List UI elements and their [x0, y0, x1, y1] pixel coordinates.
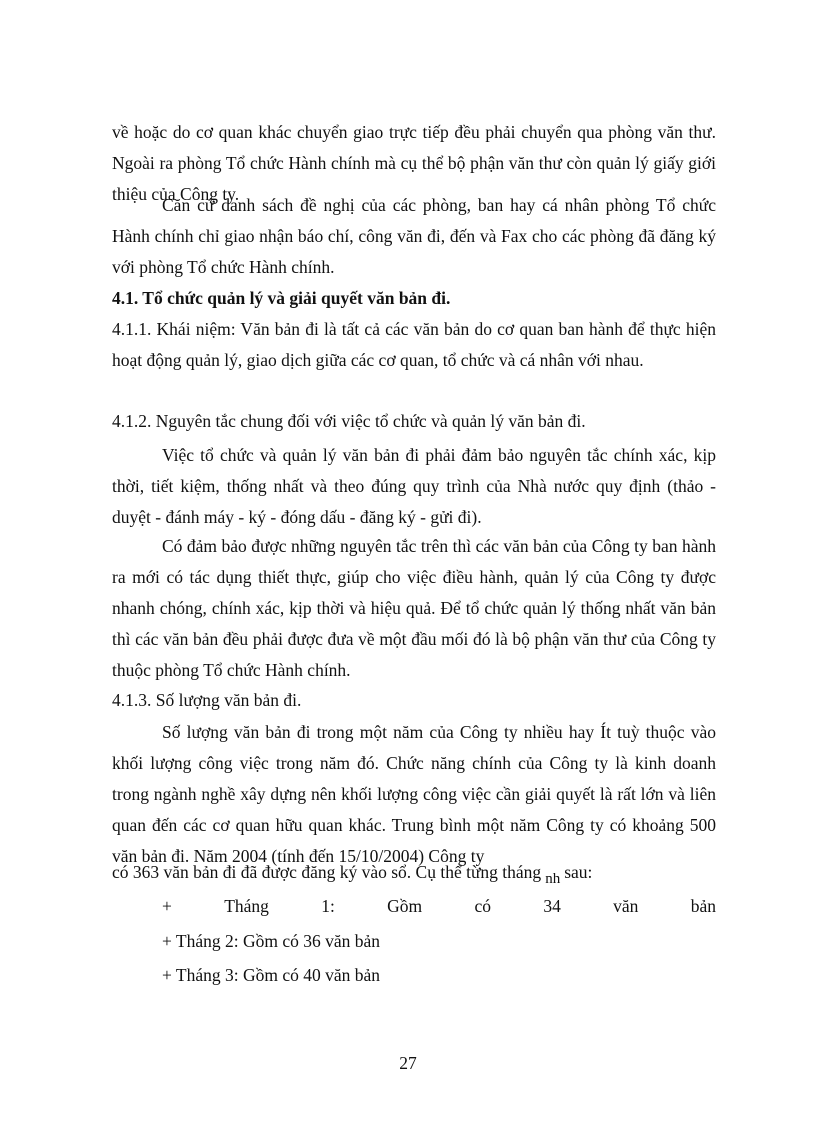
month1-plus: + — [162, 896, 172, 916]
month1-count: 34 — [543, 896, 561, 916]
paragraph-continuation: về hoặc do cơ quan khác chuyển giao trực tiếp đều phải chuyển qua phòng văn thư. Ngoài ra phòng Tổ chức Hành chính mà cụ thể bộ phận văn thư còn quản lý giấy giới thiệu của Công ty. — [112, 122, 716, 204]
month1-unit2: bản — [690, 896, 716, 916]
list-item-month-2: + Tháng 2: Gồm có 36 văn bản — [162, 931, 381, 951]
last-line-end: sau: — [564, 862, 593, 882]
list-item-month-1 — [162, 891, 716, 922]
subsection-heading-4-1-2: 4.1.2. Nguyên tắc chung đối với việc tổ chức và quản lý văn bản đi. — [112, 411, 586, 431]
paragraph-quantity: Số lượng văn bản đi trong một năm của Công ty nhiều hay Ít tuỳ thuộc vào khối lượng công việc trong năm đó. Chức năng chính của Công ty là kinh doanh trong ngành nghề xây dựng nên khối lượng công việc cần giải quyết là rất lớn và liên quan đến các cơ quan hữu quan khác. Trung bình một năm Công ty có khoảng 500 văn bản đi. Năm 2004 (tính đến 15/10/2004) Công ty — [112, 722, 716, 866]
last-line-text: có 363 văn bản đi đã được đăng ký vào sổ. Cụ thể từng tháng — [112, 862, 542, 882]
paragraph-quantity-last-line — [112, 857, 716, 890]
month1-unit1: văn — [613, 896, 639, 916]
month1-word: Tháng — [224, 896, 269, 916]
list-item-month-3: + Tháng 3: Gồm có 40 văn bản — [162, 965, 381, 985]
paragraph-definition: 4.1.1. Khái niệm: Văn bản đi là tất cả các văn bản do cơ quan ban hành để thực hiện hoạt động quản lý, giao dịch giữa các cơ quan, tổ chức và cá nhân với nhau. — [112, 319, 716, 370]
subsection-heading-4-1-3: 4.1.3. Số lượng văn bản đi. — [112, 690, 302, 710]
paragraph-distribution: Căn cứ danh sách đề nghị của các phòng, ban hay cá nhân phòng Tổ chức Hành chính chỉ giao nhận báo chí, công văn đi, đến và Fax cho các phòng đã đăng ký với phòng Tổ chức Hành chính. — [112, 195, 716, 277]
month1-verb: Gồm — [387, 896, 423, 916]
paragraph-effect: Có đảm bảo được những nguyên tắc trên thì các văn bản của Công ty ban hành ra mới có tác dụng thiết thực, giúp cho việc điều hành, quản lý của Công ty được nhanh chóng, chính xác, kịp thời và hiệu quả. Để tổ chức quản lý thống nhất văn bản thì các văn bản đều phải được đưa về một đầu mối đó là bộ phận văn thư của Công ty thuộc phòng Tổ chức Hành chính. — [112, 536, 716, 680]
section-heading-4-1: 4.1. Tổ chức quản lý và giải quyết văn bản đi. — [112, 288, 451, 308]
month1-co: có — [474, 896, 491, 916]
month1-number: 1: — [321, 896, 335, 916]
paragraph-principles: Việc tổ chức và quản lý văn bản đi phải đảm bảo nguyên tắc chính xác, kịp thời, tiết kiệm, thống nhất và theo đúng quy trình của Nhà nước quy định (thảo - duyệt - đánh máy - ký - đóng dấu - đăng ký - gửi đi). — [112, 445, 716, 527]
page-number: 27 — [399, 1053, 417, 1073]
last-line-subscript: nh — [545, 871, 561, 887]
